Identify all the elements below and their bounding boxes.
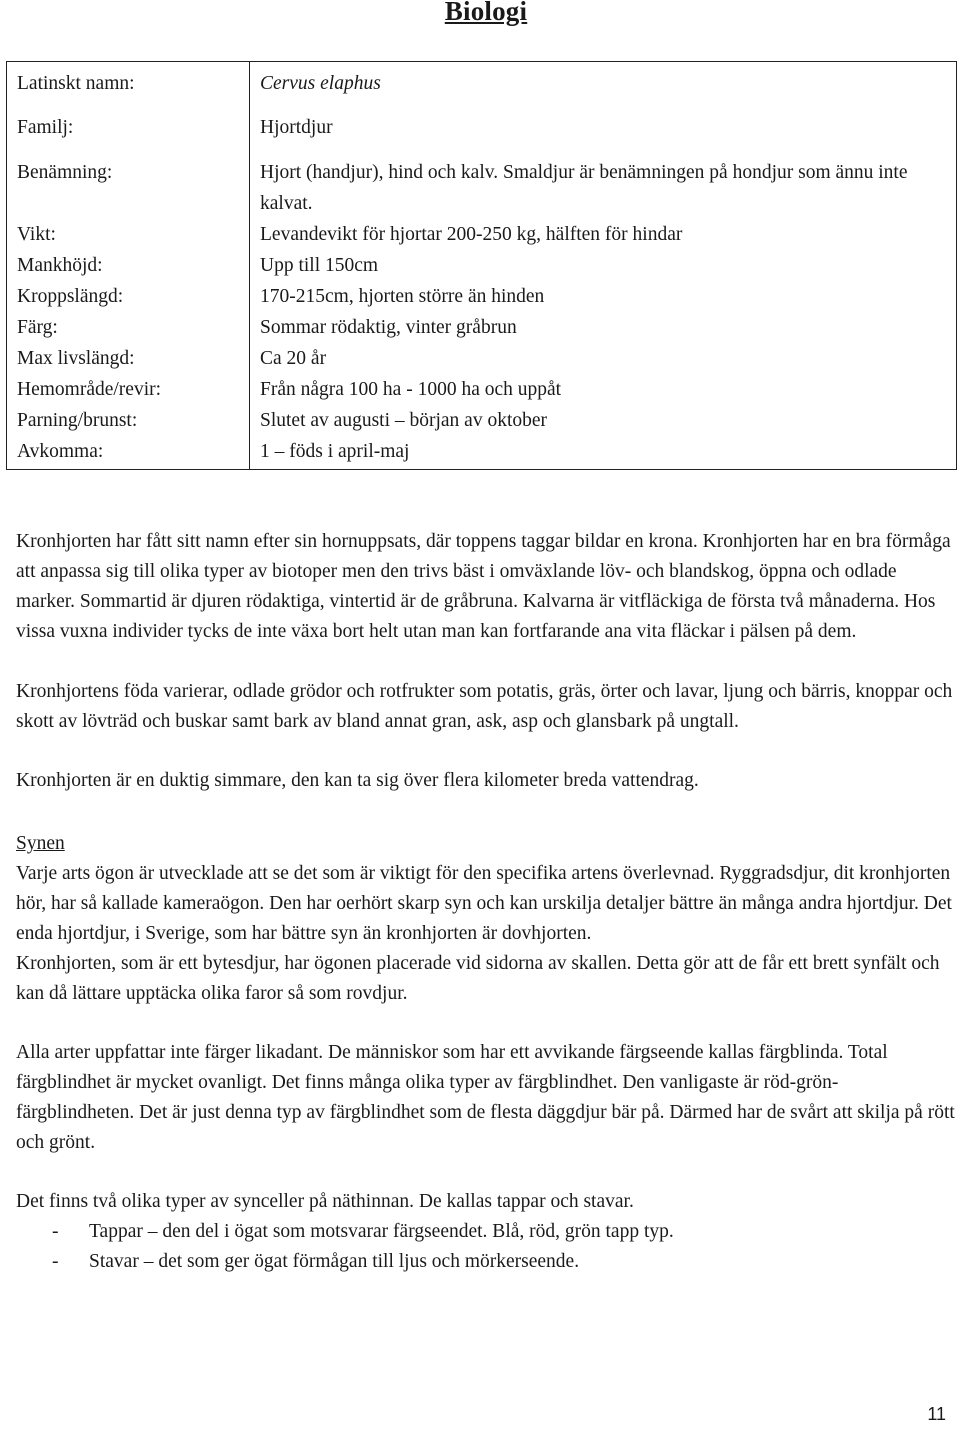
- body-text: [16, 527, 956, 1277]
- fact-value: Hjortdjur: [260, 117, 333, 138]
- paragraph: Kronhjortens föda varierar, odlade grödor och rotfrukter som potatis, gräs, örter och lavar, ljung och bärris, knoppar och skott av lövträd och buskar samt bark av bland annat gran, ask, asp och glansbark på ungtall.: [16, 681, 953, 732]
- table-row: [7, 436, 957, 470]
- paragraph: Varje arts ögon är utvecklade att se det som är viktigt för den specifika artens överlevnad. Ryggradsdjur, dit kronhjorten hör, har så kallade kameraögon. Den har oerhört skarp syn och kan urskilja detaljer bättre än många andra hjortdjur. Det enda hjortdjur, i Sverige, som har bättre syn än kronhjorten är dovhjorten.: [16, 863, 952, 944]
- page-title: Biologi: [444, 0, 528, 26]
- fact-label: Familj:: [7, 106, 250, 150]
- paragraph: Kronhjorten har fått sitt namn efter sin hornuppsats, där toppens taggar bildar en krona. Kronhjorten har en bra förmåga att anpassa sig till olika typer av biotoper men den trivs bäst i omväxlande löv- och blandskog, öppna och odlade marker. Sommartid är djuren rödaktiga, vintertid är de gråbruna. Kalvarna är vitfläckiga de första två månaderna. Hos vissa vuxna individer tycks de inte växa bort helt utan man kan fortfarande ana vita fläckar i pälsen på dem.: [16, 531, 951, 642]
- table-row: [7, 62, 957, 107]
- fact-label: Latinskt namn:: [7, 62, 250, 107]
- paragraph: Alla arter uppfattar inte färger likadant. De människor som har ett avvikande färgseende kallas färgblinda. Total färgblindhet är mycket ovanligt. Det finns många olika typer av färgblindhet. Den vanligaste är röd-grön-färgblindheten. Det är just denna typ av färgblindhet som de flesta däggdjur bär på. Därmed har de svårt att skilja på rött och grönt.: [16, 1042, 955, 1153]
- paragraph: Det finns två olika typer av synceller på näthinnan. De kallas tappar och stavar.: [16, 1191, 634, 1212]
- fact-label: Hemområde/revir:: [7, 374, 250, 405]
- list-item-text: Tappar – den del i ögat som motsvarar färgseendet. Blå, röd, grön tapp typ.: [89, 1221, 674, 1242]
- fact-label: Mankhöjd:: [7, 250, 250, 281]
- table-row: [7, 250, 957, 281]
- table-row: [7, 281, 957, 312]
- table-row: [7, 219, 957, 250]
- list-marker: -: [52, 1221, 59, 1242]
- fact-value: 170-215cm, hjorten större än hinden: [260, 286, 545, 307]
- page-number: 11: [927, 1404, 946, 1424]
- fact-value: Ca 20 år: [260, 348, 327, 369]
- facts-table: [6, 61, 957, 470]
- fact-label: Parning/brunst:: [7, 405, 250, 436]
- fact-value: Hjort (handjur), hind och kalv. Smaldjur är benämningen på hondjur som ännu inte kalvat.: [260, 162, 908, 214]
- section-heading: Synen: [16, 833, 65, 854]
- fact-label: Vikt:: [7, 219, 250, 250]
- table-row: [7, 312, 957, 343]
- fact-value: Från några 100 ha - 1000 ha och uppåt: [260, 379, 562, 400]
- fact-value: Upp till 150cm: [260, 255, 379, 276]
- paragraph: Kronhjorten, som är ett bytesdjur, har ögonen placerade vid sidorna av skallen. Detta gör att de får ett brett synfält och kan då lättare upptäcka olika faror så som rovdjur.: [16, 953, 940, 1004]
- fact-value: 1 – föds i april-maj: [260, 441, 410, 462]
- fact-value: Cervus elaphus: [260, 73, 381, 94]
- fact-label: Kroppslängd:: [7, 281, 250, 312]
- table-row: [7, 374, 957, 405]
- list-item: [16, 1247, 956, 1277]
- table-row: [7, 405, 957, 436]
- fact-value: Sommar rödaktig, vinter gråbrun: [260, 317, 517, 338]
- fact-label: Benämning:: [7, 150, 250, 219]
- table-row: [7, 343, 957, 374]
- list-item: [16, 1217, 956, 1247]
- table-row: [7, 106, 957, 150]
- fact-value: Slutet av augusti – början av oktober: [260, 410, 548, 431]
- list-marker: -: [52, 1251, 59, 1272]
- table-row: [7, 150, 957, 219]
- fact-label: Färg:: [7, 312, 250, 343]
- fact-value: Levandevikt för hjortar 200-250 kg, hälften för hindar: [260, 224, 683, 245]
- paragraph: Kronhjorten är en duktig simmare, den kan ta sig över flera kilometer breda vattendrag.: [16, 770, 699, 791]
- fact-label: Avkomma:: [7, 436, 250, 470]
- fact-label: Max livslängd:: [7, 343, 250, 374]
- list-item-text: Stavar – det som ger ögat förmågan till ljus och mörkerseende.: [89, 1251, 580, 1272]
